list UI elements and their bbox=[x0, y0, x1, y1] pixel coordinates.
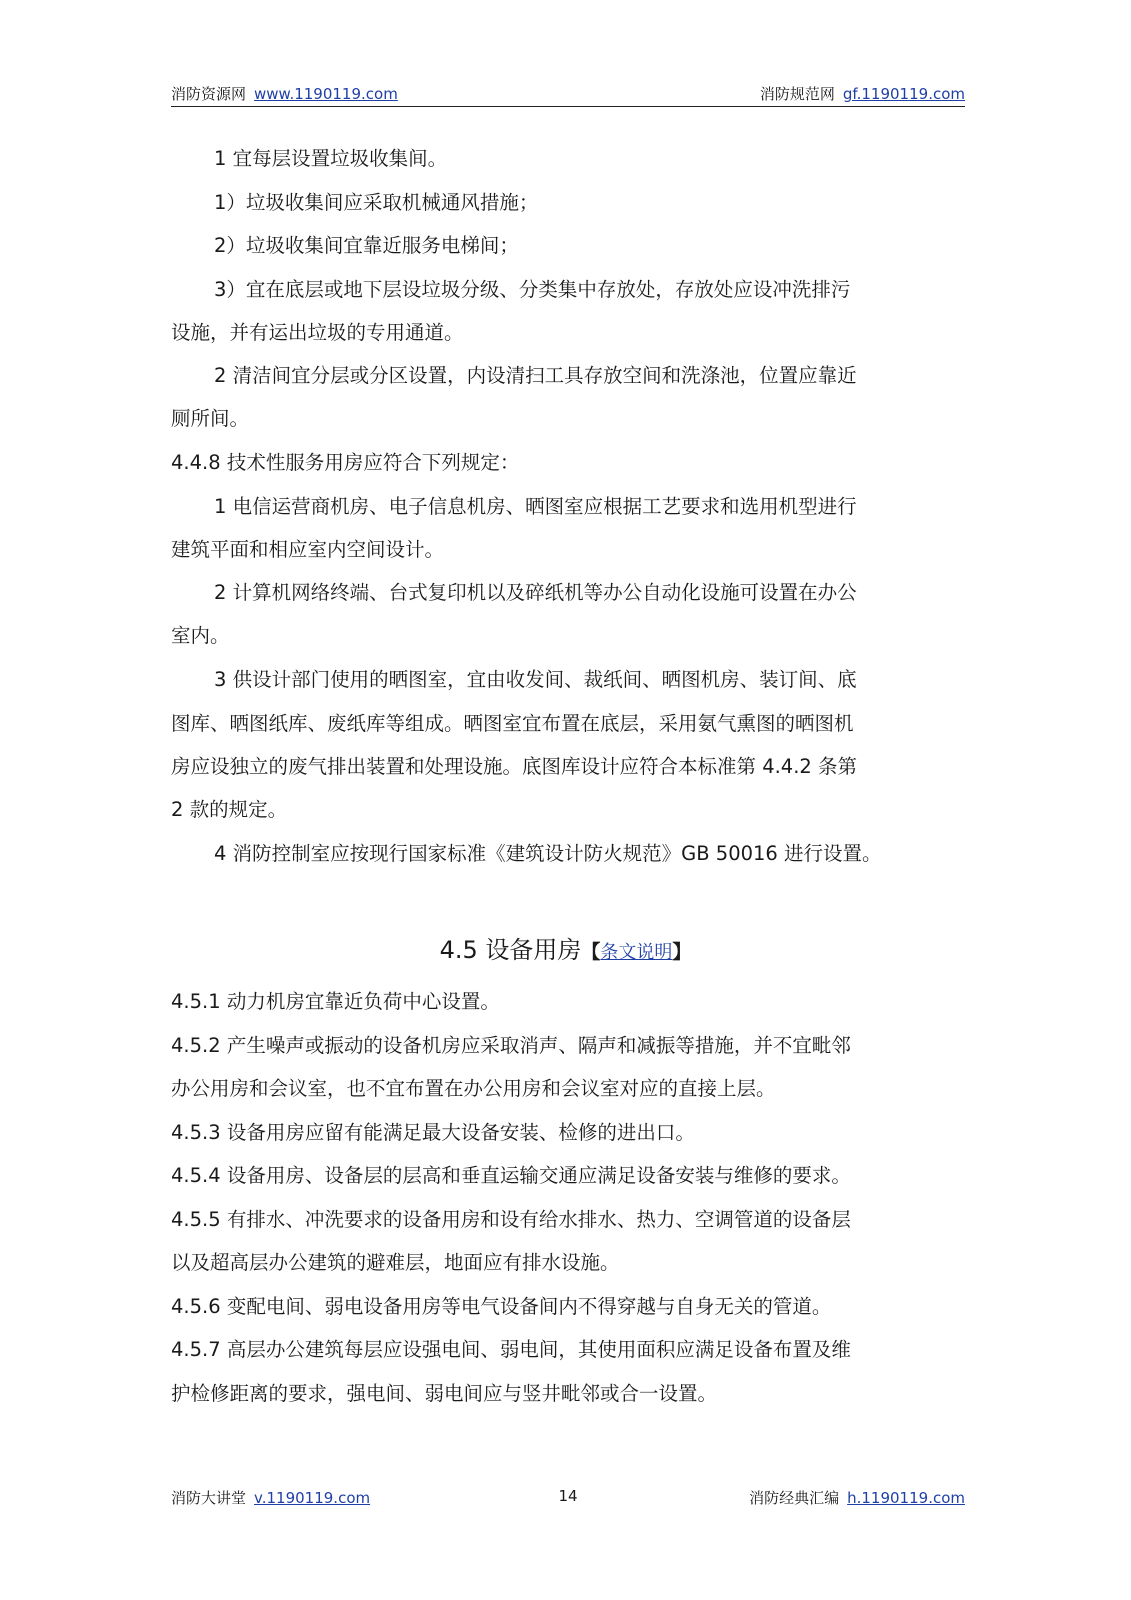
header-right bbox=[760, 83, 965, 104]
text-line: 1）垃圾收集间应采取机械通风措施； bbox=[214, 191, 539, 214]
section-heading bbox=[0, 930, 1131, 973]
text-line: 4 消防控制室应按现行国家标准《建筑设计防火规范》GB 50016 进行设置。 bbox=[214, 842, 882, 865]
text-line: 2 计算机网络终端、台式复印机以及碎纸机等办公自动化设施可设置在办公 bbox=[214, 581, 857, 604]
clause-4-5-4: 4.5.4 设备用房、设备层的层高和垂直运输交通应满足设备安装与维修的要求。 bbox=[171, 1164, 851, 1187]
text-line: 房应设独立的废气排出装置和处理设施。底图库设计应符合本标准第 4.4.2 条第 bbox=[171, 755, 858, 778]
page-number: 14 bbox=[558, 1487, 578, 1505]
header-left-link[interactable]: www.1190119.com bbox=[254, 85, 398, 103]
text-line: 办公用房和会议室，也不宜布置在办公用房和会议室对应的直接上层。 bbox=[171, 1077, 776, 1100]
text-line: 1 宜每层设置垃圾收集间。 bbox=[214, 147, 448, 170]
footer-left-link[interactable]: v.1190119.com bbox=[254, 1489, 371, 1507]
clause-4-4-8: 4.4.8 技术性服务用房应符合下列规定： bbox=[171, 451, 520, 474]
page-header bbox=[171, 78, 965, 107]
text-line: 3 供设计部门使用的晒图室，宜由收发间、裁纸间、晒图机房、装订间、底 bbox=[214, 668, 857, 691]
clause-explanation-link[interactable]: 条文说明 bbox=[600, 942, 673, 963]
text-line: 室内。 bbox=[171, 624, 230, 647]
text-line: 护检修距离的要求，强电间、弱电间应与竖井毗邻或合一设置。 bbox=[171, 1382, 718, 1405]
clause-4-5-1: 4.5.1 动力机房宜靠近负荷中心设置。 bbox=[171, 990, 500, 1013]
footer-right-link[interactable]: h.1190119.com bbox=[847, 1489, 965, 1507]
page-footer bbox=[171, 1487, 965, 1509]
header-right-link[interactable]: gf.1190119.com bbox=[842, 85, 965, 103]
footer-right-label: 消防经典汇编 bbox=[749, 1489, 840, 1507]
clause-4-5-5: 4.5.5 有排水、冲洗要求的设备用房和设有给水排水、热力、空调管道的设备层 bbox=[171, 1208, 851, 1231]
header-right-label: 消防规范网 bbox=[759, 85, 835, 103]
text-line: 3）宜在底层或地下层设垃圾分级、分类集中存放处，存放处应设冲洗排污 bbox=[214, 278, 851, 301]
section-title: 4.5 设备用房 bbox=[439, 936, 582, 964]
text-line: 1 电信运营商机房、电子信息机房、晒图室应根据工艺要求和选用机型进行 bbox=[214, 495, 857, 518]
text-line: 图库、晒图纸库、废纸库等组成。晒图室宜布置在底层，采用氨气熏图的晒图机 bbox=[171, 712, 854, 735]
footer-right bbox=[749, 1487, 965, 1508]
bracket-open: 【 bbox=[581, 941, 601, 963]
footer-left-label: 消防大讲堂 bbox=[171, 1489, 247, 1507]
text-line: 厕所间。 bbox=[171, 407, 250, 430]
clause-4-5-2: 4.5.2 产生噪声或振动的设备机房应采取消声、隔声和减振等措施，并不宜毗邻 bbox=[171, 1034, 851, 1057]
header-left bbox=[171, 83, 398, 104]
text-line: 2 清洁间宜分层或分区设置，内设清扫工具存放空间和洗涤池，位置应靠近 bbox=[214, 364, 857, 387]
header-left-label: 消防资源网 bbox=[171, 85, 247, 103]
bracket-close: 】 bbox=[672, 941, 692, 963]
clause-4-5-3: 4.5.3 设备用房应留有能满足最大设备安装、检修的进出口。 bbox=[171, 1121, 695, 1144]
text-line: 2 款的规定。 bbox=[171, 798, 288, 821]
clause-4-5-6: 4.5.6 变配电间、弱电设备用房等电气设备间内不得穿越与自身无关的管道。 bbox=[171, 1295, 832, 1318]
text-line: 以及超高层办公建筑的避难层，地面应有排水设施。 bbox=[171, 1251, 620, 1274]
text-line: 设施，并有运出垃圾的专用通道。 bbox=[171, 321, 464, 344]
clause-4-5-7: 4.5.7 高层办公建筑每层应设强电间、弱电间，其使用面积应满足设备布置及维 bbox=[171, 1338, 851, 1361]
text-line: 建筑平面和相应室内空间设计。 bbox=[171, 538, 445, 561]
text-line: 2）垃圾收集间宜靠近服务电梯间； bbox=[214, 234, 519, 257]
